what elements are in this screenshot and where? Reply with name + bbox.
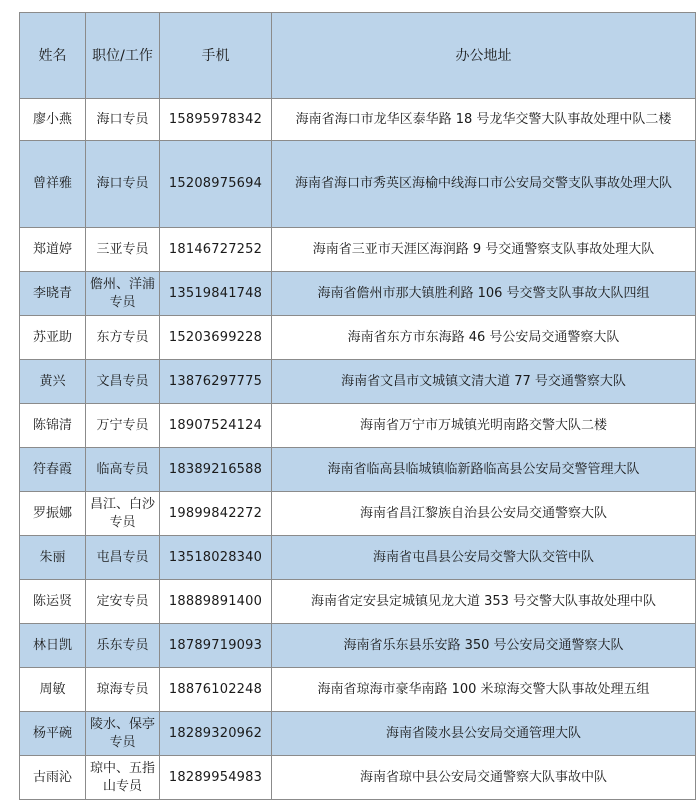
phone-cell: 18146727252 xyxy=(160,228,272,272)
phone-cell: 13519841748 xyxy=(160,272,272,316)
position-cell: 海口专员 xyxy=(86,141,160,228)
table-row xyxy=(20,756,696,800)
table-body xyxy=(20,99,696,800)
position-cell: 儋州、洋浦专员 xyxy=(86,272,160,316)
header-position: 职位/工作 xyxy=(86,13,160,99)
name-cell: 罗振娜 xyxy=(20,492,86,536)
address-cell: 海南省海口市龙华区泰华路 18 号龙华交警大队事故处理中队二楼 xyxy=(272,99,696,141)
table-row xyxy=(20,99,696,141)
position-cell: 万宁专员 xyxy=(86,404,160,448)
phone-cell: 19899842272 xyxy=(160,492,272,536)
phone-cell: 15895978342 xyxy=(160,99,272,141)
phone-cell: 18789719093 xyxy=(160,624,272,668)
name-cell: 符春霞 xyxy=(20,448,86,492)
address-cell: 海南省临高县临城镇临新路临高县公安局交警管理大队 xyxy=(272,448,696,492)
table-row xyxy=(20,580,696,624)
position-cell: 定安专员 xyxy=(86,580,160,624)
name-cell: 陈锦清 xyxy=(20,404,86,448)
address-cell: 海南省万宁市万城镇光明南路交警大队二楼 xyxy=(272,404,696,448)
phone-cell: 18289954983 xyxy=(160,756,272,800)
phone-cell: 13518028340 xyxy=(160,536,272,580)
address-cell: 海南省屯昌县公安局交警大队交管中队 xyxy=(272,536,696,580)
table-row xyxy=(20,316,696,360)
name-cell: 李晓青 xyxy=(20,272,86,316)
phone-cell: 18876102248 xyxy=(160,668,272,712)
name-cell: 周敏 xyxy=(20,668,86,712)
name-cell: 曾祥雅 xyxy=(20,141,86,228)
table-row xyxy=(20,492,696,536)
name-cell: 黄兴 xyxy=(20,360,86,404)
position-cell: 临高专员 xyxy=(86,448,160,492)
phone-cell: 18389216588 xyxy=(160,448,272,492)
position-cell: 屯昌专员 xyxy=(86,536,160,580)
table-row xyxy=(20,404,696,448)
phone-cell: 18289320962 xyxy=(160,712,272,756)
address-cell: 海南省陵水县公安局交通管理大队 xyxy=(272,712,696,756)
table-row xyxy=(20,536,696,580)
table-row xyxy=(20,624,696,668)
name-cell: 郑道婷 xyxy=(20,228,86,272)
table-row xyxy=(20,272,696,316)
header-phone: 手机 xyxy=(160,13,272,99)
address-cell: 海南省乐东县乐安路 350 号公安局交通警察大队 xyxy=(272,624,696,668)
header-address: 办公地址 xyxy=(272,13,696,99)
table-row xyxy=(20,448,696,492)
phone-cell: 18889891400 xyxy=(160,580,272,624)
position-cell: 东方专员 xyxy=(86,316,160,360)
phone-cell: 18907524124 xyxy=(160,404,272,448)
address-cell: 海南省三亚市天涯区海润路 9 号交通警察支队事故处理大队 xyxy=(272,228,696,272)
header-name: 姓名 xyxy=(20,13,86,99)
position-cell: 三亚专员 xyxy=(86,228,160,272)
address-cell: 海南省海口市秀英区海榆中线海口市公安局交警支队事故处理大队 xyxy=(272,141,696,228)
phone-cell: 15208975694 xyxy=(160,141,272,228)
contact-table-wrapper xyxy=(19,12,696,800)
position-cell: 海口专员 xyxy=(86,99,160,141)
position-cell: 乐东专员 xyxy=(86,624,160,668)
name-cell: 杨平碗 xyxy=(20,712,86,756)
table-row xyxy=(20,712,696,756)
address-cell: 海南省琼海市豪华南路 100 米琼海交警大队事故处理五组 xyxy=(272,668,696,712)
table-header-row xyxy=(20,13,696,99)
table-row xyxy=(20,141,696,228)
phone-cell: 15203699228 xyxy=(160,316,272,360)
position-cell: 琼海专员 xyxy=(86,668,160,712)
address-cell: 海南省昌江黎族自治县公安局交通警察大队 xyxy=(272,492,696,536)
name-cell: 古雨沁 xyxy=(20,756,86,800)
address-cell: 海南省儋州市那大镇胜利路 106 号交警支队事故大队四组 xyxy=(272,272,696,316)
address-cell: 海南省定安县定城镇见龙大道 353 号交警大队事故处理中队 xyxy=(272,580,696,624)
table-row xyxy=(20,360,696,404)
name-cell: 陈运贤 xyxy=(20,580,86,624)
table-row xyxy=(20,228,696,272)
name-cell: 苏亚助 xyxy=(20,316,86,360)
address-cell: 海南省文昌市文城镇文清大道 77 号交通警察大队 xyxy=(272,360,696,404)
name-cell: 林日凯 xyxy=(20,624,86,668)
position-cell: 文昌专员 xyxy=(86,360,160,404)
name-cell: 廖小燕 xyxy=(20,99,86,141)
name-cell: 朱丽 xyxy=(20,536,86,580)
contact-table xyxy=(19,12,696,800)
address-cell: 海南省琼中县公安局交通警察大队事故中队 xyxy=(272,756,696,800)
position-cell: 琼中、五指山专员 xyxy=(86,756,160,800)
position-cell: 昌江、白沙专员 xyxy=(86,492,160,536)
table-row xyxy=(20,668,696,712)
address-cell: 海南省东方市东海路 46 号公安局交通警察大队 xyxy=(272,316,696,360)
position-cell: 陵水、保亭专员 xyxy=(86,712,160,756)
phone-cell: 13876297775 xyxy=(160,360,272,404)
